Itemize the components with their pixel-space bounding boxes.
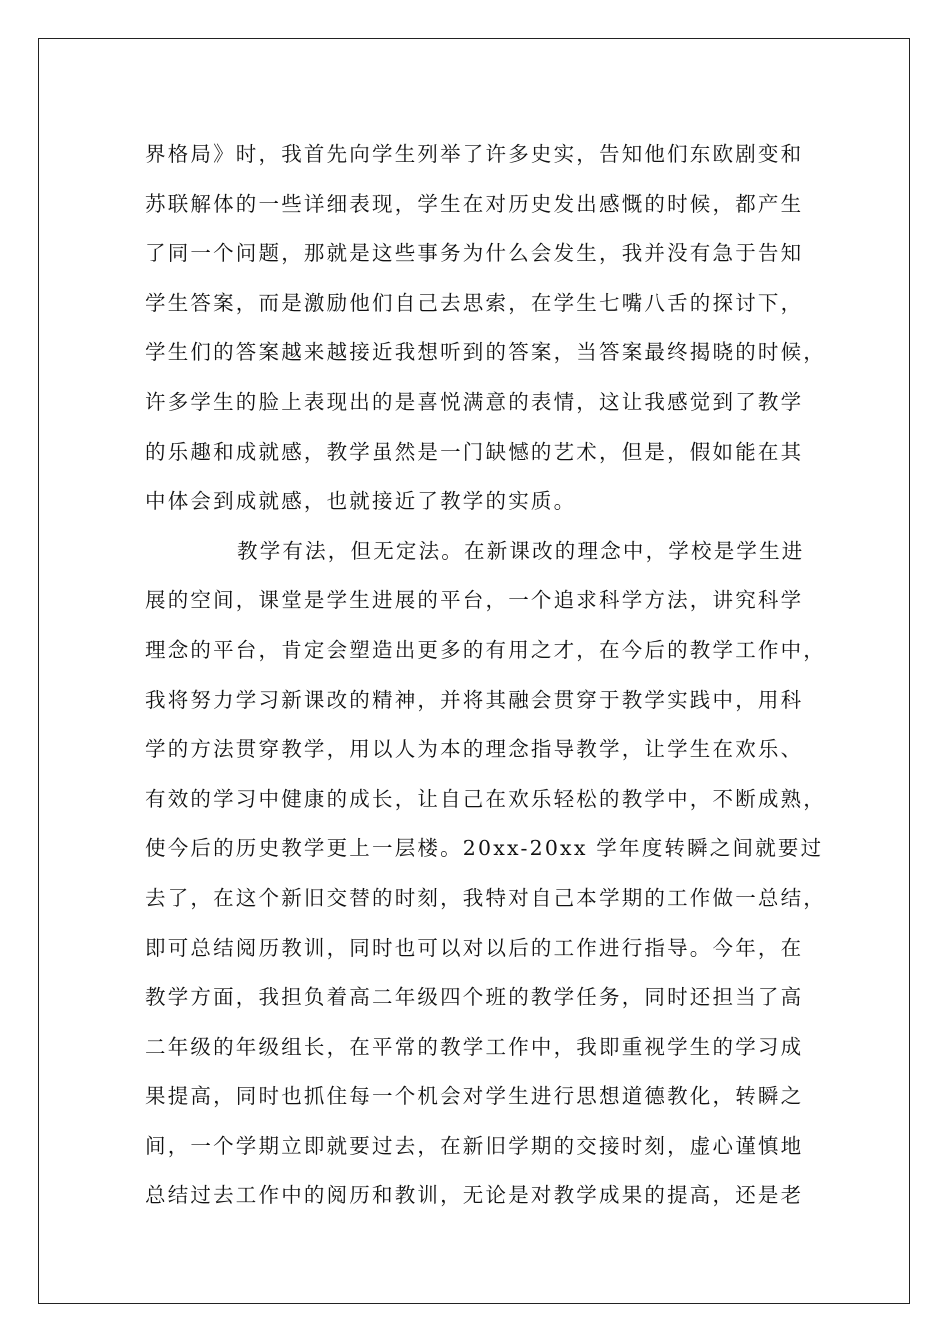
text-line: 的乐趣和成就感，教学虽然是一门缺憾的艺术，但是，假如能在其 bbox=[145, 439, 804, 464]
text-line: 有效的学习中健康的成长，让自己在欢乐轻松的教学中，不断成熟， bbox=[145, 786, 826, 811]
text-line: 苏联解体的一些详细表现，学生在对历史发出感慨的时候，都产生 bbox=[145, 191, 804, 216]
text-line: 学生们的答案越来越接近我想听到的答案，当答案最终揭晓的时候， bbox=[145, 340, 826, 365]
text-line: 总结过去工作中的阅历和教训，无论是对教学成果的提高，还是老 bbox=[145, 1183, 804, 1208]
text-line: 教学方面，我担负着高二年级四个班的教学任务，同时还担当了高 bbox=[145, 985, 804, 1010]
text-line: 使今后的历史教学更上一层楼。20xx-20xx 学年度转瞬之间就要过 bbox=[145, 836, 824, 861]
document-body bbox=[145, 130, 825, 1221]
text-line: 展的空间，课堂是学生进展的平台，一个追求科学方法，讲究科学 bbox=[145, 588, 804, 613]
text-line: 界格局》时，我首先向学生列举了许多史实，告知他们东欧剧变和 bbox=[145, 142, 804, 166]
text-line: 理念的平台，肯定会塑造出更多的有用之才，在今后的教学工作中， bbox=[145, 637, 826, 662]
text-line: 许多学生的脸上表现出的是喜悦满意的表情，这让我感觉到了教学 bbox=[145, 389, 804, 414]
text-line: 学生答案，而是激励他们自己去思索，在学生七嘴八舌的探讨下， bbox=[145, 290, 804, 315]
text-line: 果提高，同时也抓住每一个机会对学生进行思想道德教化，转瞬之 bbox=[145, 1084, 804, 1109]
text-line: 去了，在这个新旧交替的时刻，我特对自己本学期的工作做一总结， bbox=[145, 885, 826, 910]
text-line: 中体会到成就感，也就接近了教学的实质。 bbox=[145, 489, 577, 514]
text-line: 我将努力学习新课改的精神，并将其融会贯穿于教学实践中，用科 bbox=[145, 687, 804, 712]
text-line: 二年级的年级组长，在平常的教学工作中，我即重视学生的学习成 bbox=[145, 1034, 804, 1059]
text-line: 间，一个学期立即就要过去，在新旧学期的交接时刻，虚心谨慎地 bbox=[145, 1133, 804, 1158]
text-line: 了同一个问题，那就是这些事务为什么会发生，我并没有急于告知 bbox=[145, 241, 804, 266]
paragraph-start-line: 教学有法，但无定法。在新课改的理念中，学校是学生进 bbox=[237, 538, 805, 563]
text-line: 即可总结阅历教训，同时也可以对以后的工作进行指导。今年，在 bbox=[145, 935, 804, 960]
text-line: 学的方法贯穿教学，用以人为本的理念指导教学，让学生在欢乐、 bbox=[145, 737, 804, 762]
